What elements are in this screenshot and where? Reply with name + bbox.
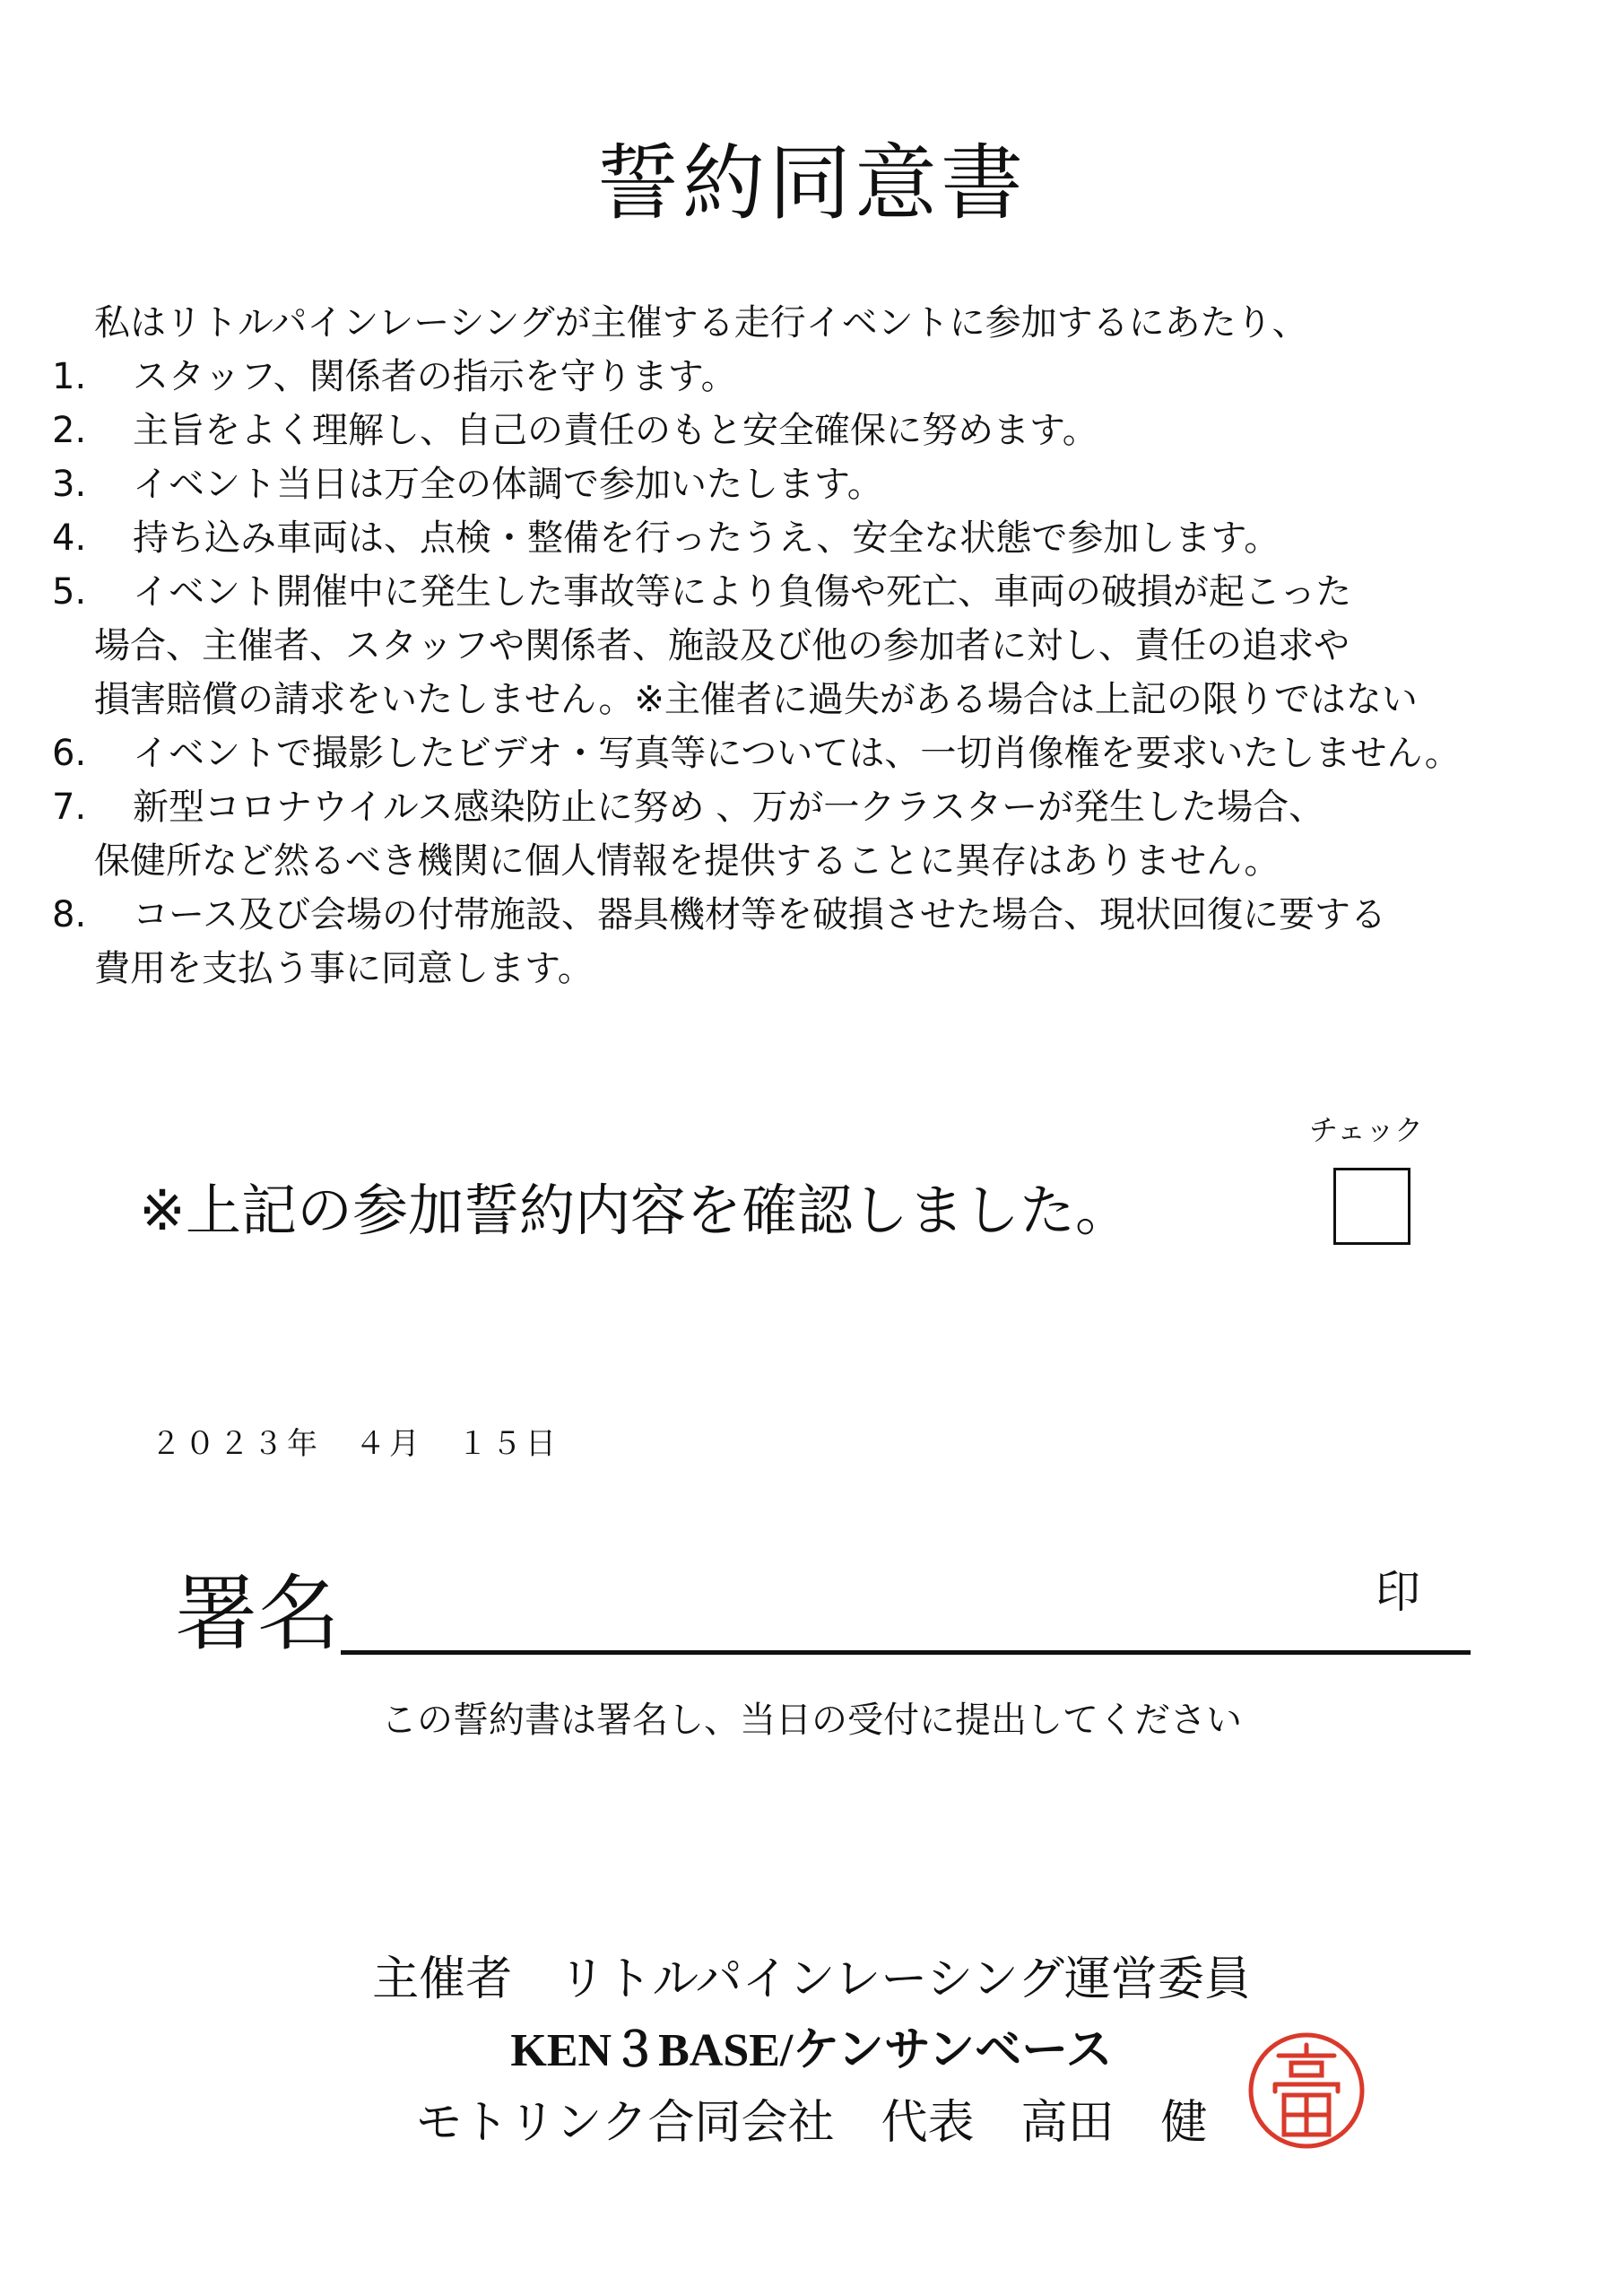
- clause-number: 2.: [52, 410, 87, 451]
- clause-number: 3.: [52, 464, 87, 505]
- clause-number: 1.: [52, 356, 87, 397]
- clause-text: スタッフ、関係者の指示を守ります。: [133, 356, 737, 397]
- organizer-line-1: 主催者 リトルパインレーシング運営委員: [372, 1952, 1251, 2006]
- confirmation-checkbox[interactable]: [1333, 1168, 1410, 1245]
- clause-continuation-text: 損害賠償の請求をいたしません。※主催者に過失がある場合は上記の限りではない: [94, 679, 1418, 720]
- signature-label: 署名: [175, 1566, 341, 1662]
- document-title: 誓約同意書: [595, 135, 1027, 231]
- hanko-seal-icon: [1245, 2029, 1368, 2152]
- clause-number: 5.: [52, 571, 87, 613]
- confirmation-text: ※上記の参加誓約内容を確認しました。: [139, 1178, 1131, 1243]
- seal-mark: 印: [1376, 1566, 1420, 1618]
- date-text: ２０２３年 ４月 １５日: [151, 1426, 560, 1462]
- clause-continuation-text: 場合、主催者、スタッフや関係者、施設及び他の参加者に対し、責任の追求や: [94, 625, 1350, 666]
- signature-line[interactable]: [341, 1650, 1471, 1655]
- clause-text: イベント当日は万全の体調で参加いたします。: [133, 464, 883, 505]
- clause-text: 持ち込み車両は、点検・整備を行ったうえ、安全な状態で参加します。: [133, 517, 1280, 559]
- clause-text: イベント開催中に発生した事故等により負傷や死亡、車両の破損が起こった: [133, 571, 1352, 613]
- organizer-line-3: モトリンク合同会社 代表 高田 健: [415, 2096, 1208, 2150]
- clause-text: 新型コロナウイルス感染防止に努め 、万が一クラスターが発生した場合、: [133, 787, 1325, 828]
- organizer-line-2: KEN３BASE/ケンサンベース: [510, 2025, 1113, 2076]
- clause-number: 4.: [52, 517, 87, 559]
- intro-text: 私はリトルパインレーシングが主催する走行イベントに参加するにあたり、: [94, 302, 1308, 344]
- clause-number: 6.: [52, 733, 87, 774]
- clause-text: イベントで撮影したビデオ・写真等については、一切肖像権を要求いたしません。: [133, 733, 1461, 774]
- check-label: チェック: [1309, 1113, 1424, 1147]
- signature-note: この誓約書は署名し、当日の受付に提出してください: [381, 1700, 1242, 1741]
- clause-continuation-text: 費用を支払う事に同意します。: [94, 948, 594, 989]
- clause-number: 7.: [52, 787, 87, 828]
- clause-continuation-text: 保健所など然るべき機関に個人情報を提供することに異存はありません。: [94, 840, 1280, 882]
- clause-text: コース及び会場の付帯施設、器具機材等を破損させた場合、現状回復に要する: [133, 894, 1386, 935]
- clause-number: 8.: [52, 894, 87, 935]
- clause-text: 主旨をよく理解し、自己の責任のもと安全確保に努めます。: [133, 410, 1098, 451]
